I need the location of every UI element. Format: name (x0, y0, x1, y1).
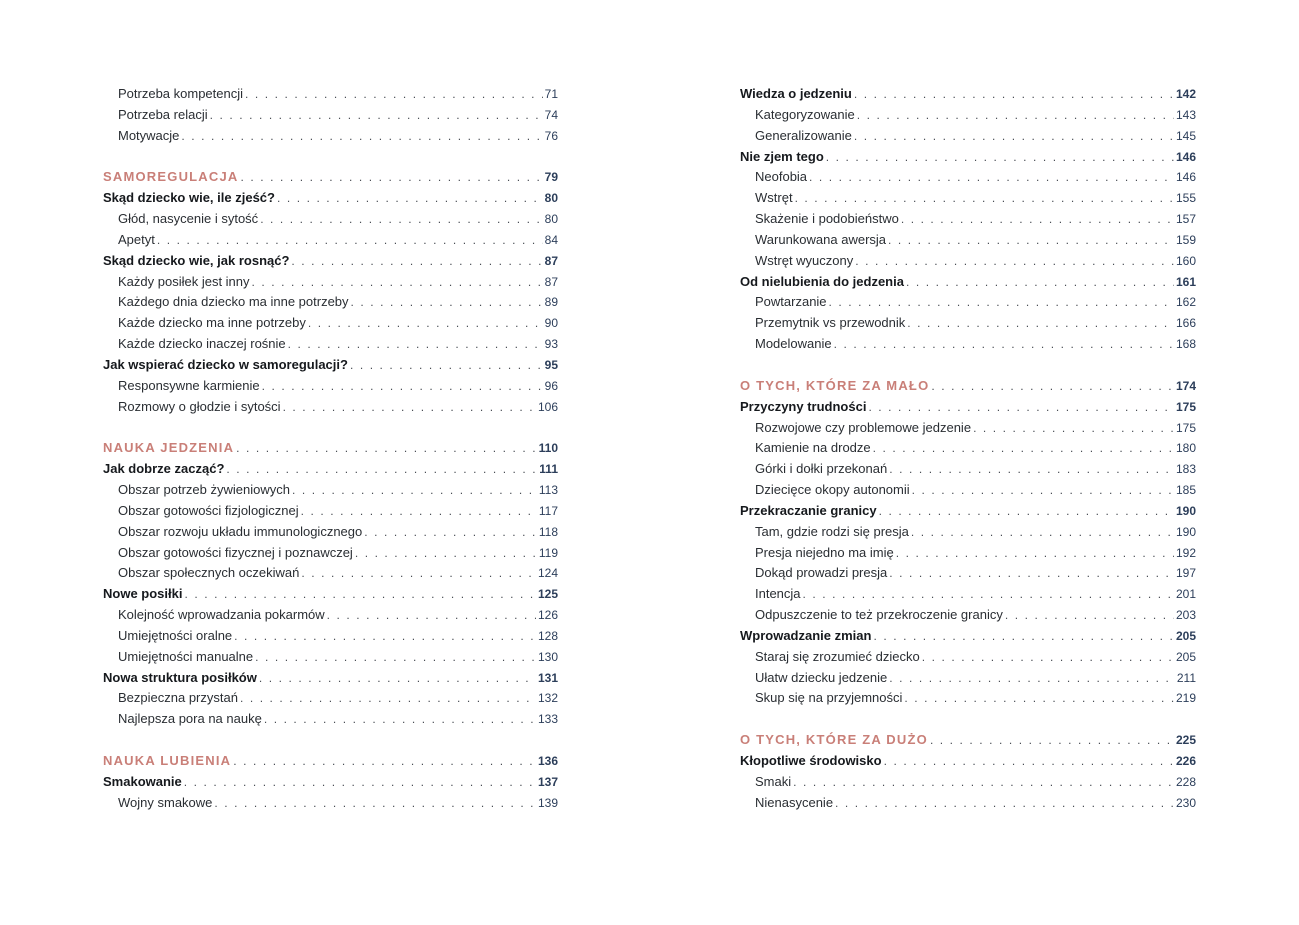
toc-page-number: 106 (537, 399, 558, 414)
toc-dot-leader (214, 793, 536, 814)
toc-dot-leader (210, 105, 543, 126)
toc-entry-title: Obszar gotowości fizycznej i poznawczej (118, 544, 353, 560)
toc-subsection-entry[interactable] (103, 105, 558, 126)
toc-subsection-entry[interactable] (740, 438, 1196, 459)
toc-entry-title: Skąd dziecko wie, jak rosnąć? (103, 252, 290, 268)
toc-page-number: 159 (1175, 232, 1196, 247)
toc-chapter-entry[interactable] (740, 501, 1196, 522)
toc-dot-leader (826, 147, 1174, 168)
toc-subsection-entry[interactable] (103, 397, 558, 418)
toc-entry-title: NAUKA JEDZENIA (103, 440, 235, 456)
toc-subsection-entry[interactable] (103, 292, 558, 313)
toc-entry-title: Nowe posiłki (103, 586, 183, 602)
toc-page-number: 79 (544, 170, 558, 185)
toc-page-number: 74 (544, 107, 558, 122)
toc-chapter-entry[interactable] (103, 459, 558, 480)
toc-page-number: 80 (544, 191, 558, 206)
toc-dot-leader (911, 522, 1174, 543)
toc-page-number: 205 (1175, 649, 1196, 664)
toc-subsection-entry[interactable] (740, 563, 1196, 584)
toc-dot-leader (264, 709, 536, 730)
toc-subsection-entry[interactable] (103, 209, 558, 230)
toc-page-number: 89 (544, 295, 558, 310)
toc-dot-leader (904, 688, 1174, 709)
toc-dot-leader (292, 480, 537, 501)
toc-page-number: 226 (1175, 754, 1196, 768)
toc-subsection-entry[interactable] (103, 376, 558, 397)
toc-entry-title: Obszar społecznych oczekiwań (118, 565, 300, 581)
toc-page-number: 93 (544, 337, 558, 352)
toc-part-entry[interactable] (103, 167, 558, 188)
toc-subsection-entry[interactable] (740, 605, 1196, 626)
toc-entry-title: Każde dziecko inaczej rośnie (118, 336, 286, 352)
toc-entry-title: Wstręt wyuczony (755, 252, 854, 268)
toc-dot-leader (912, 480, 1174, 501)
toc-subsection-entry[interactable] (103, 230, 558, 251)
toc-dot-leader (854, 126, 1174, 147)
toc-page-number: 192 (1175, 545, 1196, 560)
toc-page-number: 117 (538, 503, 558, 518)
toc-subsection-entry[interactable] (103, 709, 558, 730)
toc-subsection-entry[interactable] (740, 793, 1196, 814)
toc-dot-leader (327, 605, 536, 626)
toc-subsection-entry[interactable] (740, 188, 1196, 209)
toc-page-number: 95 (544, 357, 558, 372)
toc-chapter-entry[interactable] (740, 397, 1196, 418)
toc-dot-leader (350, 355, 543, 376)
toc-page-number: 76 (544, 128, 558, 143)
toc-page-number: 205 (1175, 628, 1196, 643)
toc-page-number: 146 (1175, 170, 1196, 185)
toc-page-number: 80 (544, 212, 558, 227)
toc-entry-title: Umiejętności oralne (118, 627, 233, 643)
toc-dot-leader (184, 772, 536, 793)
toc-page-number: 183 (1175, 462, 1196, 477)
toc-subsection-entry[interactable] (740, 480, 1196, 501)
toc-entry-title: Wiedza o jedzeniu (740, 86, 852, 101)
toc-entry-title: Każdego dnia dziecko ma inne potrzeby (118, 294, 349, 310)
section-spacer (740, 355, 1196, 376)
toc-chapter-entry[interactable] (103, 772, 558, 793)
toc-subsection-entry[interactable] (740, 292, 1196, 313)
toc-entry-title: Odpuszczenie to też przekroczenie granicy (755, 607, 1003, 623)
toc-entry-title: Każde dziecko ma inne potrzeby (118, 315, 306, 331)
toc-dot-leader (234, 626, 536, 647)
toc-page-number: 211 (1176, 670, 1196, 685)
toc-chapter-entry[interactable] (740, 84, 1196, 105)
toc-chapter-entry[interactable] (103, 584, 558, 605)
toc-dot-leader (301, 501, 537, 522)
toc-page-number: 155 (1175, 191, 1196, 206)
toc-dot-leader (834, 334, 1174, 355)
toc-dot-leader (901, 209, 1174, 230)
toc-dot-leader (288, 334, 543, 355)
toc-entry-title: Od nielubienia do jedzenia (740, 273, 904, 289)
toc-subsection-entry[interactable] (740, 647, 1196, 668)
toc-chapter-entry[interactable] (740, 626, 1196, 647)
toc-page-number: 130 (537, 649, 558, 664)
toc-subsection-entry[interactable] (740, 313, 1196, 334)
toc-entry-title: Kłopotliwe środowisko (740, 753, 882, 768)
toc-dot-leader (181, 126, 542, 147)
toc-dot-leader (355, 543, 537, 564)
toc-subsection-entry[interactable] (740, 167, 1196, 188)
toc-dot-leader (973, 418, 1174, 439)
toc-dot-leader (879, 501, 1174, 522)
toc-entry-title: Tam, gdzie rodzi się presja (755, 523, 909, 539)
toc-page-number: 87 (544, 253, 558, 268)
toc-page-number: 124 (537, 566, 558, 581)
toc-entry-title: O TYCH, KTÓRE ZA MAŁO (740, 377, 930, 393)
toc-chapter-entry[interactable] (103, 668, 558, 689)
toc-subsection-entry[interactable] (740, 418, 1196, 439)
toc-page-number: 161 (1175, 274, 1196, 289)
toc-page-number: 145 (1175, 128, 1196, 143)
toc-chapter-entry[interactable] (103, 355, 558, 376)
toc-entry-title: Jak wspierać dziecko w samoregulacji? (103, 356, 348, 372)
toc-entry-title: Rozmowy o głodzie i sytości (118, 398, 281, 414)
toc-page-number: 162 (1175, 295, 1196, 310)
toc-dot-leader (301, 563, 536, 584)
toc-page-number: 185 (1175, 483, 1196, 498)
toc-entry-title: Apetyt (118, 231, 155, 247)
toc-page-number: 175 (1175, 420, 1196, 435)
toc-chapter-entry[interactable] (740, 751, 1196, 772)
toc-dot-leader (854, 84, 1174, 105)
toc-subsection-entry[interactable] (103, 563, 558, 584)
toc-page-number: 201 (1175, 587, 1196, 602)
toc-entry-title: Responsywne karmienie (118, 377, 260, 393)
toc-left-column (103, 84, 558, 814)
toc-dot-leader (889, 563, 1174, 584)
section-spacer (103, 147, 558, 168)
toc-page-number: 87 (544, 274, 558, 289)
toc-dot-leader (184, 584, 536, 605)
toc-chapter-entry[interactable] (103, 251, 558, 272)
toc-subsection-entry[interactable] (103, 522, 558, 543)
toc-page-number: 111 (539, 462, 558, 477)
toc-page-number: 71 (544, 87, 558, 101)
toc-dot-leader (255, 647, 536, 668)
toc-dot-leader (889, 459, 1174, 480)
toc-entry-title: Nowa struktura posiłków (103, 669, 257, 685)
toc-page-number: 132 (537, 691, 558, 706)
toc-subsection-entry[interactable] (103, 543, 558, 564)
toc-dot-leader (364, 522, 537, 543)
toc-entry-title: Kolejność wprowadzania pokarmów (118, 607, 325, 623)
toc-entry-title: Kamienie na drodze (755, 440, 871, 456)
toc-entry-title: Motywacje (118, 127, 180, 143)
toc-subsection-entry[interactable] (103, 313, 558, 334)
toc-dot-leader (252, 272, 543, 293)
toc-dot-leader (922, 647, 1174, 668)
toc-page-number: 131 (537, 670, 558, 685)
toc-dot-leader (795, 188, 1174, 209)
toc-entry-title: Wojny smakowe (118, 794, 213, 810)
toc-subsection-entry[interactable] (103, 84, 558, 105)
toc-entry-title: Umiejętności manualne (118, 648, 254, 664)
toc-dot-leader (245, 84, 543, 105)
toc-dot-leader (277, 188, 543, 209)
toc-entry-title: Górki i dołki przekonań (755, 461, 888, 477)
toc-subsection-entry[interactable] (740, 459, 1196, 480)
toc-dot-leader (873, 626, 1174, 647)
toc-entry-title: Wstręt (755, 190, 793, 206)
toc-page-number: 174 (1175, 378, 1196, 393)
toc-entry-title: Jak dobrze zacząć? (103, 461, 225, 477)
toc-page-number: 125 (537, 587, 558, 602)
toc-entry-title: O TYCH, KTÓRE ZA DUŻO (740, 732, 928, 748)
toc-page-number: 157 (1175, 212, 1196, 227)
toc-entry-title: Nienasycenie (755, 794, 834, 810)
toc-part-entry[interactable] (103, 751, 558, 772)
toc-entry-title: Skażenie i podobieństwo (755, 211, 899, 227)
toc-entry-title: Głód, nasycenie i sytość (118, 211, 259, 227)
toc-subsection-entry[interactable] (740, 668, 1196, 689)
toc-entry-title: NAUKA LUBIENIA (103, 753, 232, 768)
toc-entry-title: Modelowanie (755, 336, 832, 352)
toc-subsection-entry[interactable] (103, 647, 558, 668)
toc-dot-leader (351, 292, 543, 313)
toc-page-number: 84 (544, 232, 558, 247)
toc-entry-title: Dziecięce okopy autonomii (755, 482, 910, 498)
toc-page-number: 143 (1175, 107, 1196, 122)
toc-subsection-entry[interactable] (103, 688, 558, 709)
toc-dot-leader (873, 438, 1174, 459)
toc-entry-title: SAMOREGULACJA (103, 169, 239, 185)
toc-entry-title: Wprowadzanie zmian (740, 627, 872, 643)
toc-page-number: 190 (1175, 524, 1196, 539)
toc-entry-title: Każdy posiłek jest inny (118, 273, 250, 289)
toc-subsection-entry[interactable] (740, 105, 1196, 126)
toc-dot-leader (233, 751, 536, 772)
toc-subsection-entry[interactable] (103, 480, 558, 501)
toc-entry-title: Smaki (755, 773, 792, 789)
toc-entry-title: Rozwojowe czy problemowe jedzenie (755, 419, 972, 435)
toc-entry-title: Przemytnik vs przewodnik (755, 315, 906, 331)
toc-subsection-entry[interactable] (740, 334, 1196, 355)
toc-dot-leader (896, 543, 1174, 564)
toc-page-number: 203 (1175, 608, 1196, 623)
toc-dot-leader (888, 230, 1174, 251)
toc-subsection-entry[interactable] (103, 334, 558, 355)
toc-dot-leader (835, 793, 1174, 814)
toc-page-number: 166 (1175, 316, 1196, 331)
toc-dot-leader (930, 730, 1174, 751)
toc-chapter-entry[interactable] (740, 272, 1196, 293)
toc-entry-title: Dokąd prowadzi presja (755, 565, 888, 581)
toc-entry-title: Potrzeba kompetencji (118, 86, 244, 101)
toc-dot-leader (259, 668, 536, 689)
toc-page-number: 225 (1175, 733, 1196, 748)
toc-subsection-entry[interactable] (740, 543, 1196, 564)
toc-dot-leader (241, 167, 543, 188)
toc-subsection-entry[interactable] (740, 230, 1196, 251)
toc-page-number: 110 (538, 441, 558, 456)
toc-entry-title: Staraj się zrozumieć dziecko (755, 648, 920, 664)
toc-page-number: 160 (1175, 253, 1196, 268)
toc-subsection-entry[interactable] (103, 626, 558, 647)
toc-dot-leader (884, 751, 1174, 772)
toc-dot-leader (283, 397, 536, 418)
section-spacer (740, 709, 1196, 730)
toc-page-number: 126 (537, 608, 558, 623)
toc-entry-title: Obszar potrzeb żywieniowych (118, 482, 290, 498)
toc-right-column (740, 84, 1196, 814)
toc-page-number: 119 (538, 545, 558, 560)
toc-page-number: 142 (1175, 87, 1196, 101)
toc-entry-title: Bezpieczna przystań (118, 690, 238, 706)
toc-page-number: 137 (537, 774, 558, 789)
toc-dot-leader (260, 209, 542, 230)
toc-entry-title: Przyczyny trudności (740, 398, 867, 414)
toc-part-entry[interactable] (740, 376, 1196, 397)
toc-entry-title: Potrzeba relacji (118, 106, 208, 122)
toc-dot-leader (308, 313, 543, 334)
toc-entry-title: Kategoryzowanie (755, 106, 855, 122)
toc-page-number: 168 (1175, 337, 1196, 352)
toc-dot-leader (855, 251, 1174, 272)
toc-subsection-entry[interactable] (103, 501, 558, 522)
toc-chapter-entry[interactable] (740, 147, 1196, 168)
toc-page-number: 96 (544, 378, 558, 393)
toc-entry-title: Obszar rozwoju układu immunologicznego (118, 523, 363, 539)
toc-chapter-entry[interactable] (103, 188, 558, 209)
toc-page-number: 136 (537, 754, 558, 768)
toc-entry-title: Najlepsza pora na naukę (118, 711, 262, 727)
toc-dot-leader (907, 313, 1174, 334)
toc-entry-title: Skąd dziecko wie, ile zjeść? (103, 190, 275, 206)
toc-dot-leader (236, 438, 536, 459)
toc-entry-title: Intencja (755, 586, 801, 602)
toc-entry-title: Generalizowanie (755, 127, 852, 143)
toc-page-number: 118 (538, 524, 558, 539)
toc-subsection-entry[interactable] (103, 793, 558, 814)
toc-page-number: 133 (537, 712, 558, 727)
toc-subsection-entry[interactable] (740, 251, 1196, 272)
toc-entry-title: Presja niejedno ma imię (755, 544, 894, 560)
toc-dot-leader (906, 272, 1174, 293)
toc-entry-title: Smakowanie (103, 773, 182, 789)
toc-entry-title: Ułatw dziecku jedzenie (755, 669, 888, 685)
toc-dot-leader (829, 292, 1174, 313)
toc-dot-leader (240, 688, 536, 709)
toc-entry-title: Przekraczanie granicy (740, 502, 877, 518)
toc-page-number: 113 (538, 483, 558, 498)
toc-dot-leader (1005, 605, 1174, 626)
toc-entry-title: Powtarzanie (755, 294, 827, 310)
section-spacer (103, 418, 558, 439)
toc-dot-leader (868, 397, 1174, 418)
toc-subsection-entry[interactable] (740, 209, 1196, 230)
toc-part-entry[interactable] (740, 730, 1196, 751)
toc-page-number: 128 (537, 628, 558, 643)
toc-dot-leader (889, 668, 1175, 689)
toc-page-number: 180 (1175, 441, 1196, 456)
toc-dot-leader (931, 376, 1174, 397)
toc-page-number: 197 (1175, 566, 1196, 581)
toc-page-number: 219 (1175, 691, 1196, 706)
toc-page-number: 228 (1175, 774, 1196, 789)
toc-page-number: 230 (1175, 795, 1196, 810)
toc-subsection-entry[interactable] (740, 584, 1196, 605)
toc-entry-title: Warunkowana awersja (755, 231, 887, 247)
toc-entry-title: Skup się na przyjemności (755, 690, 903, 706)
toc-dot-leader (157, 230, 543, 251)
toc-subsection-entry[interactable] (103, 272, 558, 293)
toc-subsection-entry[interactable] (740, 522, 1196, 543)
toc-page-number: 175 (1175, 399, 1196, 414)
toc-page-number: 90 (544, 316, 558, 331)
toc-page-number: 190 (1175, 503, 1196, 518)
toc-dot-leader (793, 772, 1174, 793)
toc-page-number: 139 (537, 795, 558, 810)
toc-dot-leader (803, 584, 1174, 605)
toc-entry-title: Neofobia (755, 169, 808, 185)
toc-dot-leader (857, 105, 1174, 126)
section-spacer (103, 730, 558, 751)
toc-page-number: 146 (1175, 149, 1196, 164)
toc-dot-leader (226, 459, 537, 480)
toc-subsection-entry[interactable] (103, 126, 558, 147)
toc-part-entry[interactable] (103, 438, 558, 459)
toc-entry-title: Nie zjem tego (740, 148, 824, 164)
toc-dot-leader (809, 167, 1174, 188)
toc-subsection-entry[interactable] (740, 688, 1196, 709)
toc-subsection-entry[interactable] (103, 605, 558, 626)
toc-dot-leader (262, 376, 543, 397)
toc-subsection-entry[interactable] (740, 772, 1196, 793)
toc-subsection-entry[interactable] (740, 126, 1196, 147)
toc-entry-title: Obszar gotowości fizjologicznej (118, 502, 299, 518)
toc-dot-leader (291, 251, 542, 272)
